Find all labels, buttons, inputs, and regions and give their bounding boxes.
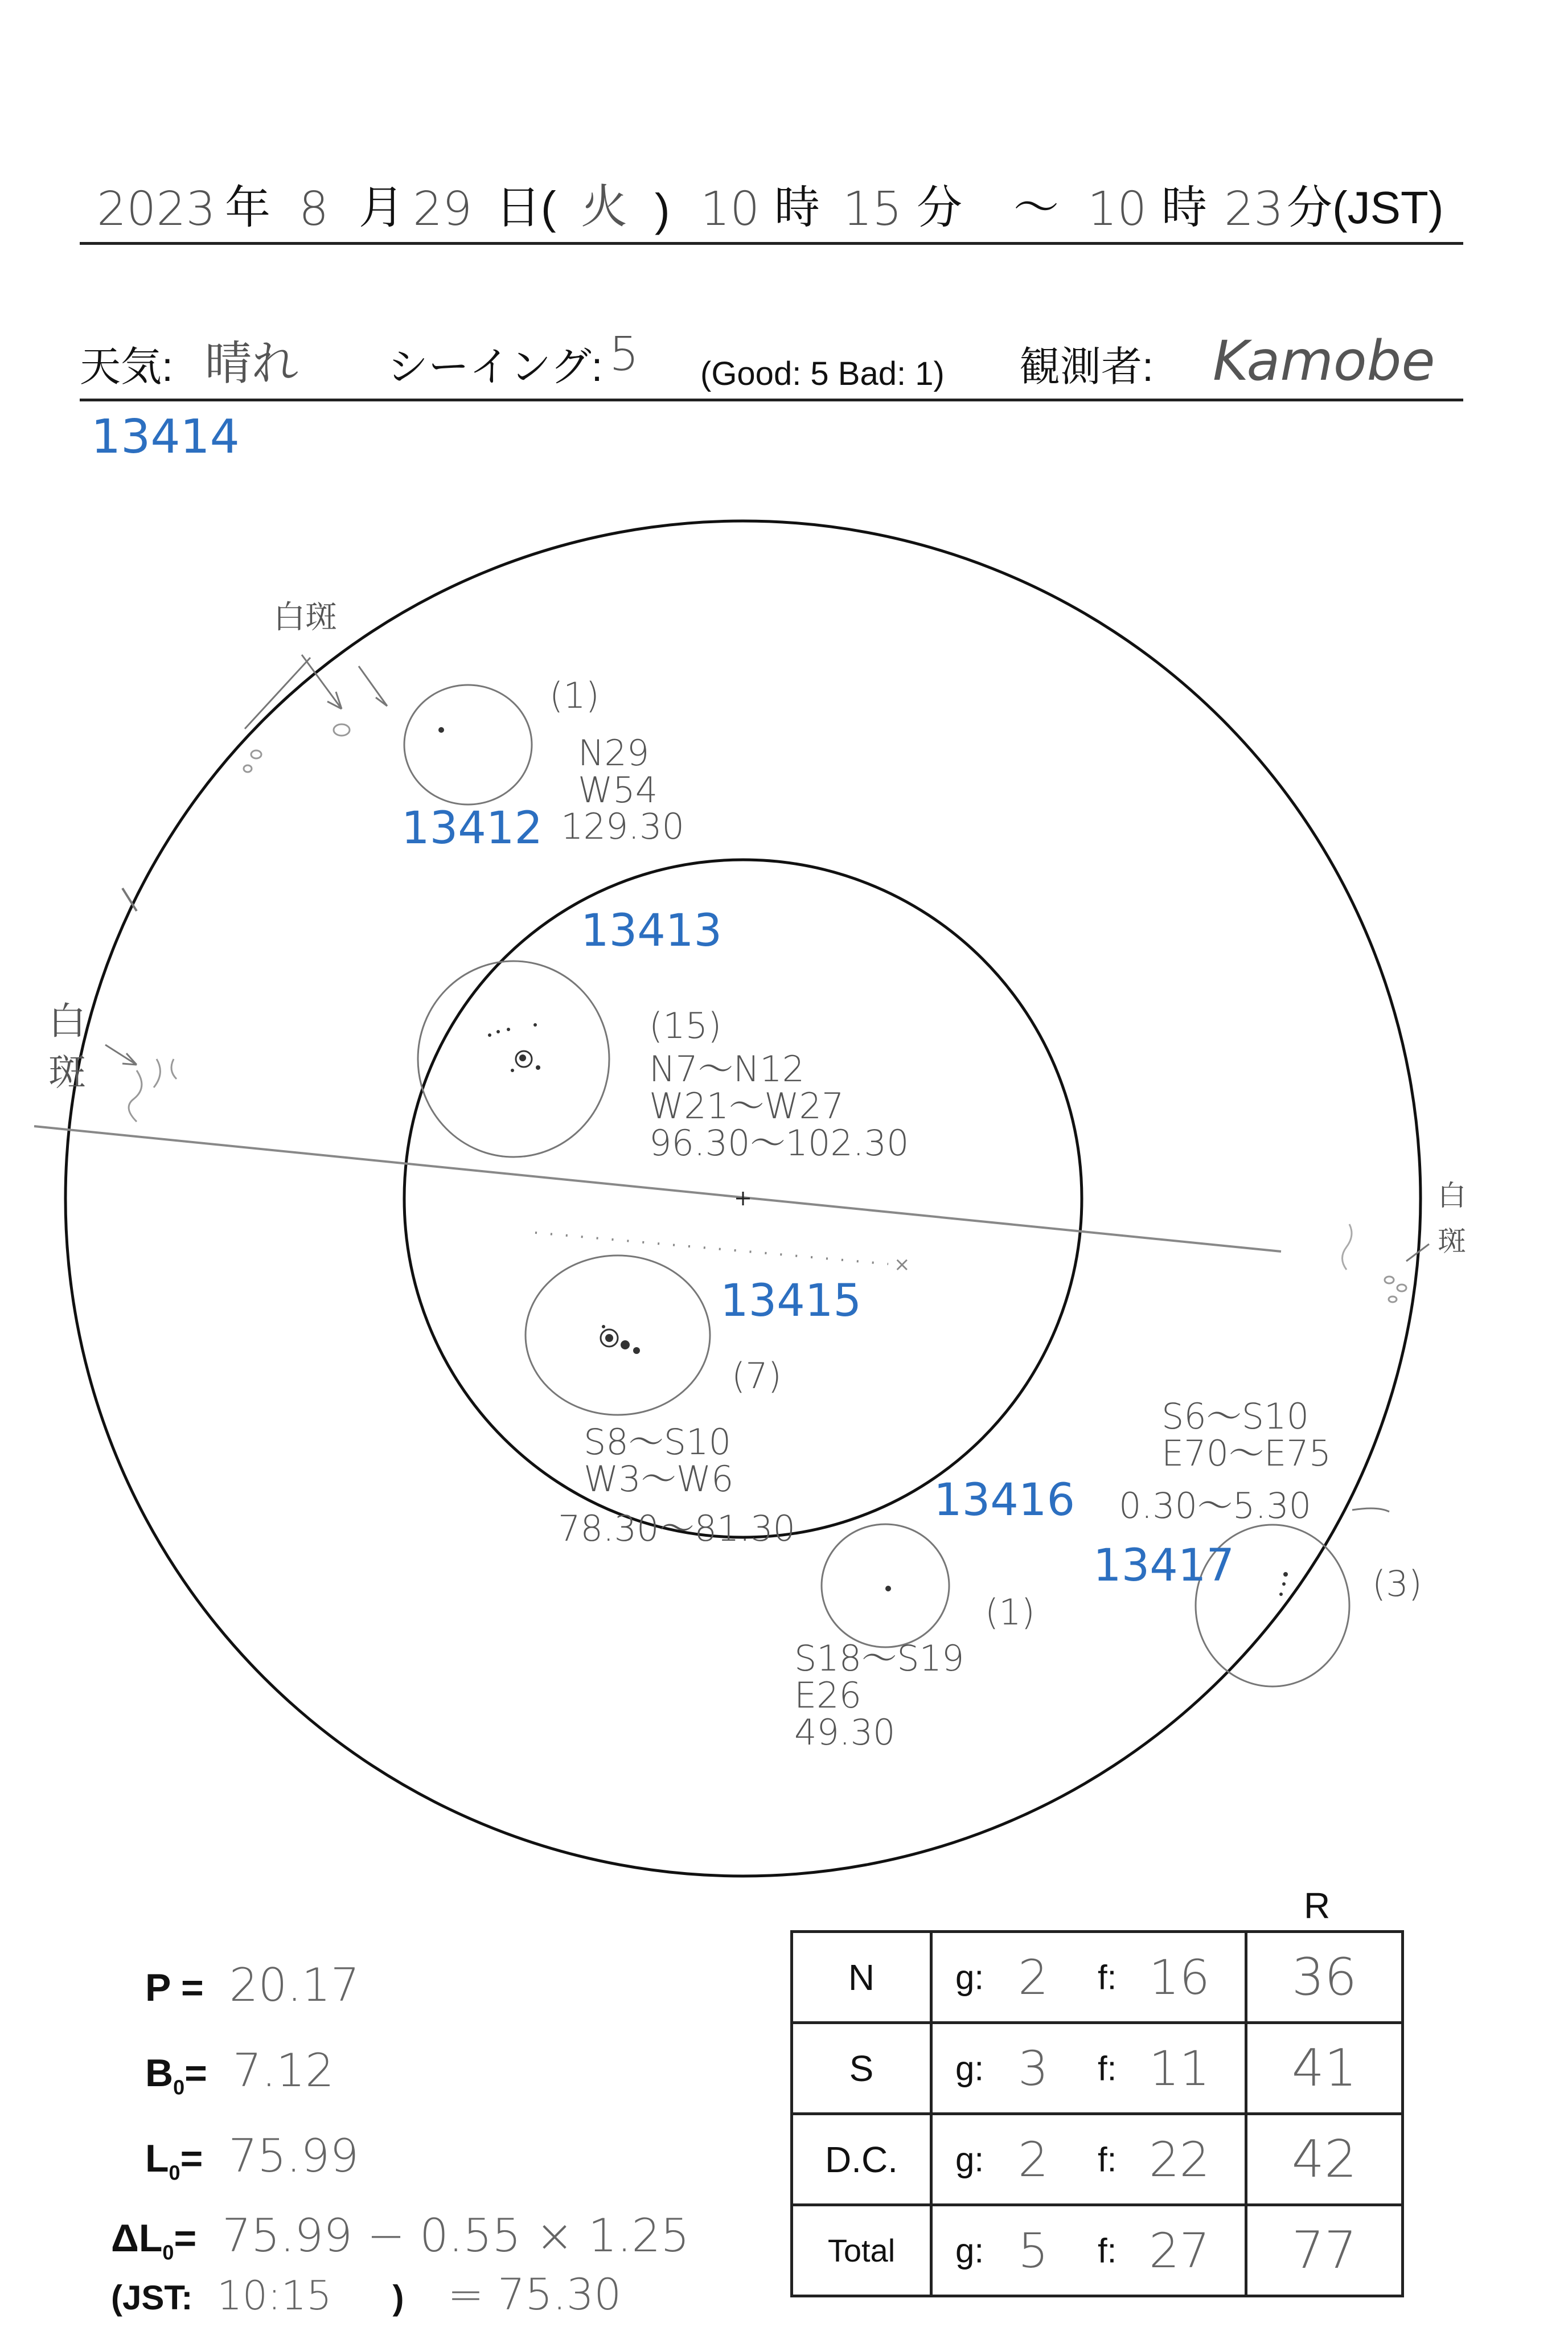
weekday-value: 火 bbox=[581, 180, 628, 234]
total-r-cell bbox=[1246, 2205, 1403, 2296]
south-g-value: 3 bbox=[1018, 2040, 1049, 2096]
group-13416-lat: S18～S19 bbox=[794, 1638, 964, 1679]
faculae-right-patch-1 bbox=[1385, 1277, 1394, 1283]
day-value: 29 bbox=[413, 182, 473, 236]
faculae-patch-2 bbox=[251, 750, 261, 758]
group-13413-region-number: 13413 bbox=[581, 905, 723, 957]
group-13417-carrington: 0.30～5.30 bbox=[1119, 1485, 1312, 1526]
group-13416-coords bbox=[794, 1638, 964, 1754]
track-end-mark: × bbox=[894, 1253, 910, 1276]
month-unit: 月 bbox=[359, 182, 404, 233]
table-row-south bbox=[792, 2023, 1403, 2114]
total-g-value: 5 bbox=[1018, 2222, 1049, 2279]
delta-l0-equals: = bbox=[174, 2217, 197, 2260]
group-13413-carrington: 96.30～102.30 bbox=[649, 1122, 909, 1164]
sunspot-13417-spot-2 bbox=[1282, 1582, 1286, 1586]
p-angle-value: 20.17 bbox=[229, 1959, 360, 2012]
faculae-left-patch-3 bbox=[171, 1059, 176, 1079]
group-13412-lon: W54 bbox=[578, 769, 658, 811]
day-unit: 日( bbox=[495, 182, 556, 233]
group-13415-coords bbox=[584, 1421, 734, 1500]
faculae-patch-3 bbox=[244, 765, 252, 772]
total-f-value: 27 bbox=[1149, 2222, 1210, 2279]
l0-label: L bbox=[145, 2137, 169, 2180]
jst-row bbox=[111, 2269, 622, 2320]
sunspot-group-13416-circle bbox=[822, 1524, 949, 1647]
south-r-cell bbox=[1246, 2023, 1403, 2114]
l0-equals: = bbox=[180, 2137, 203, 2180]
sunspot-group-13412-circle bbox=[404, 685, 532, 805]
total-gf-cell bbox=[931, 2205, 1246, 2296]
minute-unit: 分 bbox=[917, 182, 962, 233]
jst-close: ) bbox=[392, 2279, 404, 2317]
south-f-value: 11 bbox=[1149, 2040, 1210, 2096]
sunspot-count-table bbox=[790, 1930, 1404, 2297]
total-r-value: 77 bbox=[1291, 2221, 1357, 2280]
disk-center-f-value: 22 bbox=[1149, 2131, 1210, 2188]
group-13417-leader-line bbox=[1352, 1508, 1389, 1512]
group-13415-lon: W3～W6 bbox=[584, 1458, 734, 1500]
sunspot-13417-spot-1 bbox=[1283, 1572, 1288, 1577]
jst-value: 10:15 bbox=[217, 2272, 332, 2319]
sunspot-13415-follower-1 bbox=[621, 1340, 630, 1349]
sunspot-13413-dot-2 bbox=[496, 1030, 500, 1033]
start-hour-value: 10 bbox=[700, 182, 760, 236]
sunspot-13413-dot-3 bbox=[507, 1028, 510, 1031]
faculae-left-patch-2 bbox=[154, 1059, 160, 1087]
seeing-label: シーイング: bbox=[387, 344, 603, 390]
end-hour-value: 10 bbox=[1087, 182, 1147, 236]
sunspot-13413-dot-6 bbox=[511, 1069, 514, 1072]
faculae-arrow-3 bbox=[359, 666, 387, 706]
r-column-header: R bbox=[1304, 1885, 1331, 1926]
group-13415-count: (7) bbox=[732, 1355, 782, 1397]
group-13417-count: (3) bbox=[1372, 1563, 1422, 1604]
faculae-right-patch-2 bbox=[1397, 1284, 1406, 1291]
weather-label: 天気: bbox=[80, 344, 174, 390]
faculae-arrow-2 bbox=[245, 658, 310, 729]
group-13413-lon: W21～W27 bbox=[649, 1085, 844, 1127]
row-label-disk-center: D.C. bbox=[792, 2114, 931, 2205]
b0-row bbox=[145, 2044, 334, 2100]
group-13412-count: (1) bbox=[549, 675, 600, 716]
faculae-left-label-1: 白 bbox=[48, 999, 86, 1043]
seeing-value: 5 bbox=[609, 327, 639, 381]
group-13413-count: (15) bbox=[649, 1005, 722, 1047]
sunspot-13415-follower-2 bbox=[633, 1347, 640, 1354]
group-13415-carrington: 78.30～81.30 bbox=[558, 1508, 795, 1549]
l0-subscript: 0 bbox=[169, 2161, 180, 2185]
p-angle-row bbox=[145, 1959, 360, 2012]
sunspot-13412-spot bbox=[438, 727, 444, 733]
south-r-value: 41 bbox=[1291, 2038, 1357, 2098]
group-13415-region-number: 13415 bbox=[720, 1275, 862, 1327]
north-gf-cell bbox=[931, 1932, 1246, 2023]
group-13416-lon: E26 bbox=[794, 1675, 862, 1717]
b0-value: 7.12 bbox=[232, 2044, 334, 2097]
group-13412-region-number: 13412 bbox=[401, 803, 543, 854]
disk-center-f-key: f: bbox=[1098, 2140, 1117, 2178]
group-13417-coords bbox=[1161, 1396, 1332, 1475]
group-13415-lat: S8～S10 bbox=[584, 1421, 732, 1463]
weekday-close: ) bbox=[655, 184, 670, 235]
table-row-disk-center bbox=[792, 2114, 1403, 2205]
faculae-patch-1 bbox=[334, 724, 350, 736]
hour-unit: 時 bbox=[774, 182, 820, 233]
group-13413-lat: N7～N12 bbox=[649, 1048, 805, 1090]
region-number-tag: 13414 bbox=[91, 410, 240, 464]
sunspot-13413-dot-4 bbox=[533, 1023, 537, 1027]
end-minute-value: 23 bbox=[1224, 182, 1284, 236]
l0-value: 75.99 bbox=[228, 2129, 359, 2182]
disk-center-gf-cell bbox=[931, 2114, 1246, 2205]
faculae-right-label-1: 白 bbox=[1438, 1179, 1466, 1212]
north-g-value: 2 bbox=[1018, 1949, 1049, 2005]
sunspot-13416-spot bbox=[885, 1586, 891, 1591]
faculae-right-patch-4 bbox=[1343, 1224, 1352, 1270]
group-13412-coords bbox=[578, 734, 658, 809]
delta-l0-label: ΔL bbox=[111, 2217, 163, 2260]
group-13417-lon: E70～E75 bbox=[1161, 1433, 1332, 1475]
table-row-total bbox=[792, 2205, 1403, 2296]
row-label-total: Total bbox=[792, 2205, 931, 2296]
b0-subscript: 0 bbox=[173, 2075, 185, 2099]
delta-l0-result: = 75.30 bbox=[448, 2269, 622, 2320]
seeing-scale-note: (Good: 5 Bad: 1) bbox=[700, 355, 945, 392]
faculae-left-arrow bbox=[105, 1045, 137, 1065]
table-row-north bbox=[792, 1932, 1403, 2023]
weather-value: 晴れ bbox=[205, 336, 299, 391]
hour-unit-2: 時 bbox=[1161, 182, 1207, 233]
north-f-key: f: bbox=[1098, 1958, 1117, 1996]
p-angle-label: P = bbox=[145, 1966, 204, 2009]
row-label-south: S bbox=[792, 2023, 931, 2114]
north-r-value: 36 bbox=[1291, 1947, 1357, 2007]
sunspot-13413-dot-5 bbox=[536, 1065, 540, 1070]
total-g-key: g: bbox=[955, 2231, 984, 2270]
total-f-key: f: bbox=[1098, 2231, 1117, 2270]
group-13416-region-number: 13416 bbox=[934, 1475, 1076, 1526]
north-g-key: g: bbox=[955, 1958, 984, 1996]
faculae-top-label: 白斑 bbox=[273, 599, 337, 636]
month-value: 8 bbox=[299, 182, 329, 236]
south-gf-cell bbox=[931, 2023, 1246, 2114]
delta-l0-subscript: 0 bbox=[162, 2240, 174, 2264]
year-value: 2023 bbox=[97, 182, 216, 236]
faculae-right-patch-3 bbox=[1389, 1296, 1397, 1302]
sunspot-13415-dot bbox=[602, 1325, 605, 1328]
faculae-right-label-2: 斑 bbox=[1438, 1225, 1466, 1258]
b0-label: B bbox=[145, 2051, 174, 2095]
north-f-value: 16 bbox=[1149, 1949, 1210, 2005]
row-label-north: N bbox=[792, 1932, 931, 2023]
group-13413-coords bbox=[649, 1050, 909, 1162]
faculae-left-label-2: 斑 bbox=[48, 1050, 86, 1094]
observer-value: Kamobe bbox=[1213, 329, 1435, 393]
south-g-key: g: bbox=[955, 2049, 984, 2087]
sunspot-13417-spot-3 bbox=[1279, 1593, 1283, 1596]
group-13416-count: (1) bbox=[985, 1591, 1035, 1633]
sunspot-13413-umbra bbox=[519, 1054, 526, 1061]
disk-center-g-key: g: bbox=[955, 2140, 984, 2178]
start-minute-value: 15 bbox=[843, 182, 902, 236]
sunspot-group-13413-circle bbox=[418, 961, 609, 1157]
group-13416-carrington: 49.30 bbox=[794, 1712, 896, 1754]
group-13412-lat: N29 bbox=[578, 732, 650, 774]
faculae-arrow-1 bbox=[302, 655, 342, 709]
jst-label: (JST: bbox=[111, 2279, 193, 2317]
disk-center-r-value: 42 bbox=[1291, 2129, 1357, 2189]
group-13417-region-number: 13417 bbox=[1093, 1540, 1235, 1591]
north-r-cell bbox=[1246, 1932, 1403, 2023]
sunspot-13413-dot-1 bbox=[488, 1033, 491, 1037]
delta-l0-row bbox=[111, 2209, 689, 2265]
b0-equals: = bbox=[184, 2051, 207, 2095]
timezone-suffix: 分(JST) bbox=[1287, 182, 1444, 233]
disk-center-g-value: 2 bbox=[1018, 2131, 1049, 2188]
group-13417-lat: S6～S10 bbox=[1161, 1396, 1310, 1437]
group-13412-carrington: 129.30 bbox=[561, 806, 684, 847]
faculae-left-patch-1 bbox=[129, 1070, 142, 1122]
observer-label: 観測者: bbox=[1019, 344, 1154, 390]
year-unit: 年 bbox=[225, 182, 270, 233]
delta-l0-formula: 75.99 − 0.55 × 1.25 bbox=[222, 2209, 690, 2262]
sunspot-13415-umbra bbox=[605, 1334, 613, 1342]
l0-row bbox=[145, 2129, 359, 2185]
time-range-tilde: ～ bbox=[1013, 182, 1059, 233]
south-f-key: f: bbox=[1098, 2049, 1117, 2087]
disk-center-r-cell bbox=[1246, 2114, 1403, 2205]
